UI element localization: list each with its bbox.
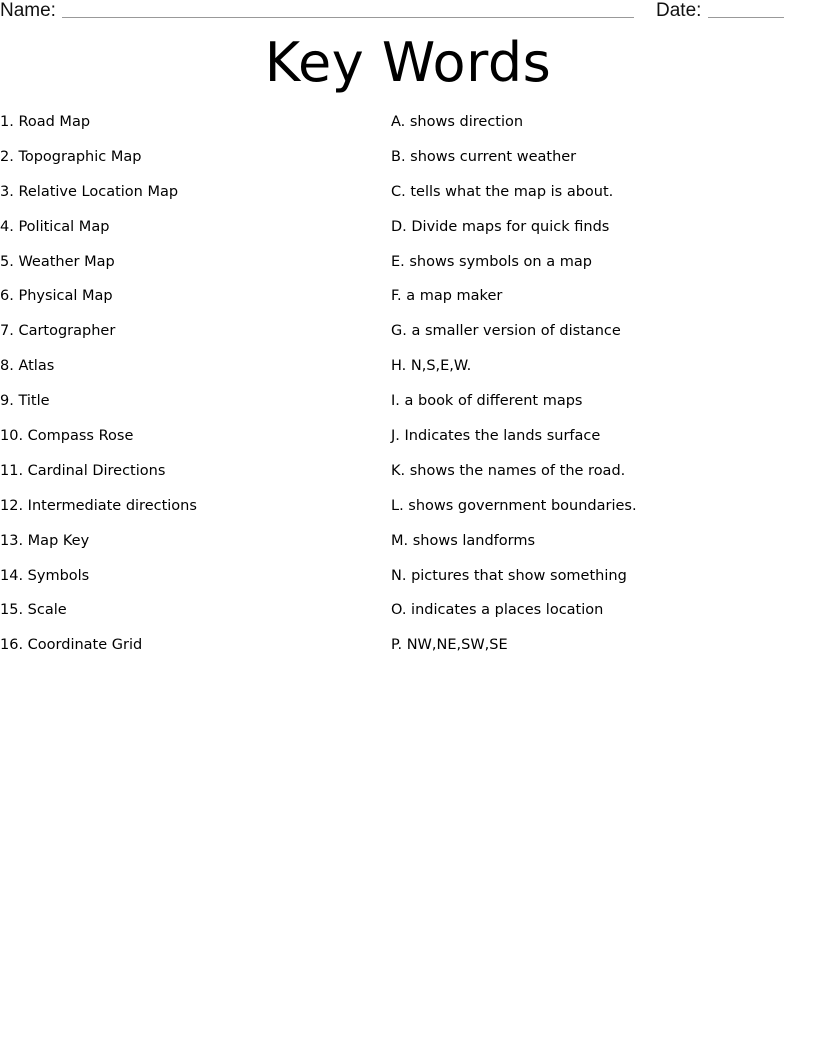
term-item: 6. Physical Map bbox=[0, 288, 113, 305]
term-item: 10. Compass Rose bbox=[0, 428, 134, 445]
term-item: 13. Map Key bbox=[0, 532, 90, 549]
definition-item: F. a map maker bbox=[391, 288, 503, 305]
definition-item: D. Divide maps for quick finds bbox=[391, 218, 610, 235]
definition-item: G. a smaller version of distance bbox=[391, 323, 621, 340]
definition-item: M. shows landforms bbox=[391, 532, 536, 549]
definition-item: E. shows symbols on a map bbox=[391, 253, 592, 270]
term-item: 11. Cardinal Directions bbox=[0, 462, 166, 479]
term-item: 16. Coordinate Grid bbox=[0, 637, 143, 654]
worksheet-header bbox=[0, 0, 816, 24]
term-item: 5. Weather Map bbox=[0, 253, 115, 270]
date-label: Date: bbox=[656, 0, 702, 21]
name-label: Name: bbox=[0, 0, 56, 21]
term-item: 1. Road Map bbox=[0, 114, 91, 130]
term-item: 2. Topographic Map bbox=[0, 148, 142, 165]
definitions-column bbox=[391, 112, 811, 670]
date-blank-line bbox=[708, 17, 784, 18]
definition-item: B. shows current weather bbox=[391, 148, 577, 165]
definition-item: P. NW,NE,SW,SE bbox=[391, 637, 508, 654]
term-item: 8. Atlas bbox=[0, 358, 55, 375]
definition-item: N. pictures that show something bbox=[391, 567, 627, 584]
terms-column bbox=[0, 112, 380, 670]
term-item: 4. Political Map bbox=[0, 218, 110, 235]
definition-item: A. shows direction bbox=[391, 114, 524, 130]
definition-item: C. tells what the map is about. bbox=[391, 183, 614, 200]
definition-item: O. indicates a places location bbox=[391, 602, 604, 619]
name-blank-line bbox=[62, 17, 634, 18]
term-item: 9. Title bbox=[0, 393, 50, 410]
term-item: 3. Relative Location Map bbox=[0, 183, 179, 200]
term-item: 15. Scale bbox=[0, 602, 67, 619]
definition-item: J. Indicates the lands surface bbox=[391, 428, 601, 445]
worksheet-title: Key Words bbox=[264, 31, 552, 94]
definition-item: H. N,S,E,W. bbox=[391, 358, 472, 375]
definition-item: K. shows the names of the road. bbox=[391, 462, 626, 479]
term-item: 12. Intermediate directions bbox=[0, 497, 197, 514]
definition-item: I. a book of different maps bbox=[391, 393, 583, 410]
term-item: 14. Symbols bbox=[0, 567, 90, 584]
definition-item: L. shows government boundaries. bbox=[391, 497, 637, 514]
term-item: 7. Cartographer bbox=[0, 323, 116, 340]
